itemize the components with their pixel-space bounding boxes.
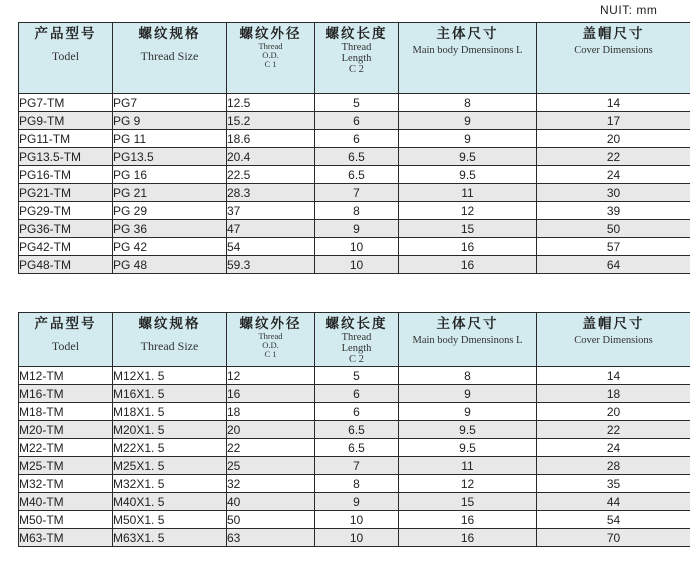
cell-thread-size: M18X1. 5 [113, 403, 227, 421]
cell-thread-length: 10 [315, 511, 399, 529]
cell-model: M40-TM [19, 493, 113, 511]
cell-model: M50-TM [19, 511, 113, 529]
cell-main-body: 16 [399, 256, 537, 274]
cell-model: PG7-TM [19, 94, 113, 112]
header-thread-od-en3: C 1 [264, 349, 277, 359]
cell-thread-length: 5 [315, 94, 399, 112]
cell-thread-size: PG 42 [113, 238, 227, 256]
cell-thread-size: M32X1. 5 [113, 475, 227, 493]
cell-main-body: 15 [399, 493, 537, 511]
header-main-body-en: Main body Dmensinons L [412, 335, 523, 346]
header-thread-od [227, 23, 315, 94]
cell-thread-size: PG7 [113, 94, 227, 112]
table-row [19, 439, 690, 457]
cell-thread-length: 10 [315, 238, 399, 256]
cell-main-body: 11 [399, 184, 537, 202]
cell-thread-length: 6 [315, 403, 399, 421]
header-thread-od-zh: 螺纹外径 [239, 26, 302, 41]
cell-model: PG29-TM [19, 202, 113, 220]
table-row [19, 238, 690, 256]
header-row [19, 313, 690, 367]
header-thread-length-zh: 螺纹长度 [325, 316, 388, 331]
cell-model: PG9-TM [19, 112, 113, 130]
cell-main-body: 9.5 [399, 148, 537, 166]
cell-cover: 18 [537, 385, 690, 403]
cell-thread-length: 8 [315, 202, 399, 220]
cell-main-body: 9 [399, 112, 537, 130]
header-thread-od-en1: Thread [258, 41, 283, 51]
cell-main-body: 9 [399, 403, 537, 421]
table-row [19, 112, 690, 130]
cell-model: M18-TM [19, 403, 113, 421]
header-main-body-zh: 主体尺寸 [436, 316, 499, 331]
cell-model: PG48-TM [19, 256, 113, 274]
cell-main-body: 16 [399, 238, 537, 256]
cell-main-body: 12 [399, 475, 537, 493]
cell-thread-size: PG 9 [113, 112, 227, 130]
header-thread-od-en3: C 1 [264, 59, 277, 69]
header-thread-od-en2: O.D. [262, 50, 279, 60]
cell-cover: 22 [537, 421, 690, 439]
header-thread-length-en2: Length [341, 53, 372, 64]
header-thread-od-zh: 螺纹外径 [239, 316, 302, 331]
cell-model: M63-TM [19, 529, 113, 547]
cell-thread-length: 6 [315, 385, 399, 403]
cell-thread-length: 7 [315, 457, 399, 475]
pg-spec-table [18, 22, 690, 274]
header-model [19, 23, 113, 94]
header-thread-size [113, 313, 227, 367]
header-main-body [399, 313, 537, 367]
cell-thread-od: 25 [227, 457, 315, 475]
header-thread-size-en: Thread Size [140, 49, 199, 63]
header-thread-length [315, 313, 399, 367]
cell-main-body: 9.5 [399, 166, 537, 184]
cell-model: PG36-TM [19, 220, 113, 238]
cell-main-body: 9 [399, 130, 537, 148]
header-cover [537, 23, 690, 94]
cell-model: M16-TM [19, 385, 113, 403]
table-row [19, 511, 690, 529]
header-main-body-zh: 主体尺寸 [436, 26, 499, 41]
cell-cover: 35 [537, 475, 690, 493]
header-model-en: Todel [51, 339, 80, 353]
table-row [19, 202, 690, 220]
cell-thread-length: 10 [315, 256, 399, 274]
cell-main-body: 9.5 [399, 439, 537, 457]
cell-thread-size: PG13.5 [113, 148, 227, 166]
cell-model: PG13.5-TM [19, 148, 113, 166]
cell-thread-size: PG 36 [113, 220, 227, 238]
cell-thread-size: M63X1. 5 [113, 529, 227, 547]
cell-cover: 50 [537, 220, 690, 238]
cell-thread-length: 6 [315, 130, 399, 148]
header-cover [537, 313, 690, 367]
table-row [19, 130, 690, 148]
cell-cover: 64 [537, 256, 690, 274]
cell-main-body: 11 [399, 457, 537, 475]
cell-thread-length: 9 [315, 493, 399, 511]
header-thread-size-zh: 螺纹规格 [138, 316, 201, 331]
header-thread-length-en3: C 2 [349, 64, 364, 75]
table-row [19, 184, 690, 202]
header-thread-length-zh: 螺纹长度 [325, 26, 388, 41]
cell-model: M25-TM [19, 457, 113, 475]
cell-thread-length: 6.5 [315, 439, 399, 457]
header-cover-zh: 盖帽尺寸 [582, 26, 645, 41]
cell-thread-length: 8 [315, 475, 399, 493]
header-main-body-en: Main body Dmensinons L [412, 45, 523, 56]
cell-thread-od: 28.3 [227, 184, 315, 202]
cell-cover: 14 [537, 367, 690, 385]
cell-thread-od: 22 [227, 439, 315, 457]
cell-thread-size: PG 48 [113, 256, 227, 274]
cell-model: PG21-TM [19, 184, 113, 202]
cell-model: M22-TM [19, 439, 113, 457]
cell-model: M12-TM [19, 367, 113, 385]
cell-thread-od: 37 [227, 202, 315, 220]
cell-model: PG11-TM [19, 130, 113, 148]
header-thread-length-en3: C 2 [349, 354, 364, 365]
cell-thread-od: 32 [227, 475, 315, 493]
cell-thread-od: 18.6 [227, 130, 315, 148]
cell-thread-od: 20.4 [227, 148, 315, 166]
table-row [19, 256, 690, 274]
cell-thread-od: 16 [227, 385, 315, 403]
header-thread-length [315, 23, 399, 94]
table-row [19, 421, 690, 439]
cell-thread-size: PG 11 [113, 130, 227, 148]
cell-thread-od: 12.5 [227, 94, 315, 112]
cell-cover: 17 [537, 112, 690, 130]
cell-main-body: 15 [399, 220, 537, 238]
cell-model: PG42-TM [19, 238, 113, 256]
header-thread-od [227, 313, 315, 367]
header-thread-size [113, 23, 227, 94]
table-row [19, 220, 690, 238]
header-model-zh: 产品型号 [34, 316, 97, 331]
table-row [19, 529, 690, 547]
cell-thread-size: M20X1. 5 [113, 421, 227, 439]
cell-main-body: 16 [399, 511, 537, 529]
metric-table-body [19, 367, 690, 547]
cell-thread-size: M25X1. 5 [113, 457, 227, 475]
header-model [19, 313, 113, 367]
header-thread-size-en: Thread Size [140, 339, 199, 353]
cell-cover: 39 [537, 202, 690, 220]
cell-cover: 57 [537, 238, 690, 256]
cell-thread-od: 40 [227, 493, 315, 511]
cell-cover: 54 [537, 511, 690, 529]
cell-thread-length: 7 [315, 184, 399, 202]
cell-thread-od: 12 [227, 367, 315, 385]
cell-thread-size: PG 21 [113, 184, 227, 202]
cell-cover: 24 [537, 439, 690, 457]
cell-cover: 44 [537, 493, 690, 511]
header-model-en: Todel [51, 49, 80, 63]
table-row [19, 166, 690, 184]
cell-thread-size: M22X1. 5 [113, 439, 227, 457]
table-row [19, 94, 690, 112]
cell-thread-length: 6.5 [315, 166, 399, 184]
header-model-zh: 产品型号 [34, 26, 97, 41]
header-thread-length-en2: Length [341, 343, 372, 354]
cell-thread-od: 54 [227, 238, 315, 256]
cell-cover: 20 [537, 130, 690, 148]
cell-model: M20-TM [19, 421, 113, 439]
pg-table-body [19, 94, 690, 274]
cell-thread-od: 59.3 [227, 256, 315, 274]
header-row [19, 23, 690, 94]
cell-thread-size: M16X1. 5 [113, 385, 227, 403]
header-cover-en: Cover Dimensions [574, 335, 653, 346]
cell-thread-length: 6.5 [315, 421, 399, 439]
table-row [19, 457, 690, 475]
table-row [19, 403, 690, 421]
header-cover-zh: 盖帽尺寸 [582, 316, 645, 331]
cell-thread-size: M50X1. 5 [113, 511, 227, 529]
cell-main-body: 8 [399, 94, 537, 112]
table-row [19, 367, 690, 385]
cell-thread-length: 6 [315, 112, 399, 130]
cell-cover: 22 [537, 148, 690, 166]
cell-thread-size: PG 16 [113, 166, 227, 184]
header-thread-length-en1: Thread [341, 332, 372, 343]
cell-thread-od: 63 [227, 529, 315, 547]
header-thread-od-en1: Thread [258, 331, 283, 341]
metric-spec-table [18, 312, 690, 547]
table-row [19, 493, 690, 511]
cell-model: PG16-TM [19, 166, 113, 184]
cell-cover: 24 [537, 166, 690, 184]
cell-cover: 28 [537, 457, 690, 475]
header-thread-length-en1: Thread [341, 42, 372, 53]
cell-thread-od: 18 [227, 403, 315, 421]
cell-main-body: 12 [399, 202, 537, 220]
cell-thread-od: 20 [227, 421, 315, 439]
unit-label: NUIT: mm [600, 3, 658, 17]
table-row [19, 475, 690, 493]
cell-main-body: 9.5 [399, 421, 537, 439]
cell-main-body: 8 [399, 367, 537, 385]
header-thread-od-en2: O.D. [262, 340, 279, 350]
table-row [19, 385, 690, 403]
cell-thread-od: 15.2 [227, 112, 315, 130]
header-thread-size-zh: 螺纹规格 [138, 26, 201, 41]
cell-thread-length: 6.5 [315, 148, 399, 166]
cell-thread-length: 5 [315, 367, 399, 385]
cell-thread-size: PG 29 [113, 202, 227, 220]
cell-thread-od: 47 [227, 220, 315, 238]
table-row [19, 148, 690, 166]
cell-cover: 70 [537, 529, 690, 547]
cell-thread-length: 10 [315, 529, 399, 547]
cell-model: M32-TM [19, 475, 113, 493]
cell-cover: 14 [537, 94, 690, 112]
cell-thread-od: 50 [227, 511, 315, 529]
cell-main-body: 9 [399, 385, 537, 403]
cell-cover: 20 [537, 403, 690, 421]
cell-main-body: 16 [399, 529, 537, 547]
header-main-body [399, 23, 537, 94]
cell-thread-od: 22.5 [227, 166, 315, 184]
cell-thread-size: M40X1. 5 [113, 493, 227, 511]
cell-thread-size: M12X1. 5 [113, 367, 227, 385]
header-cover-en: Cover Dimensions [574, 45, 653, 56]
cell-thread-length: 9 [315, 220, 399, 238]
cell-cover: 30 [537, 184, 690, 202]
